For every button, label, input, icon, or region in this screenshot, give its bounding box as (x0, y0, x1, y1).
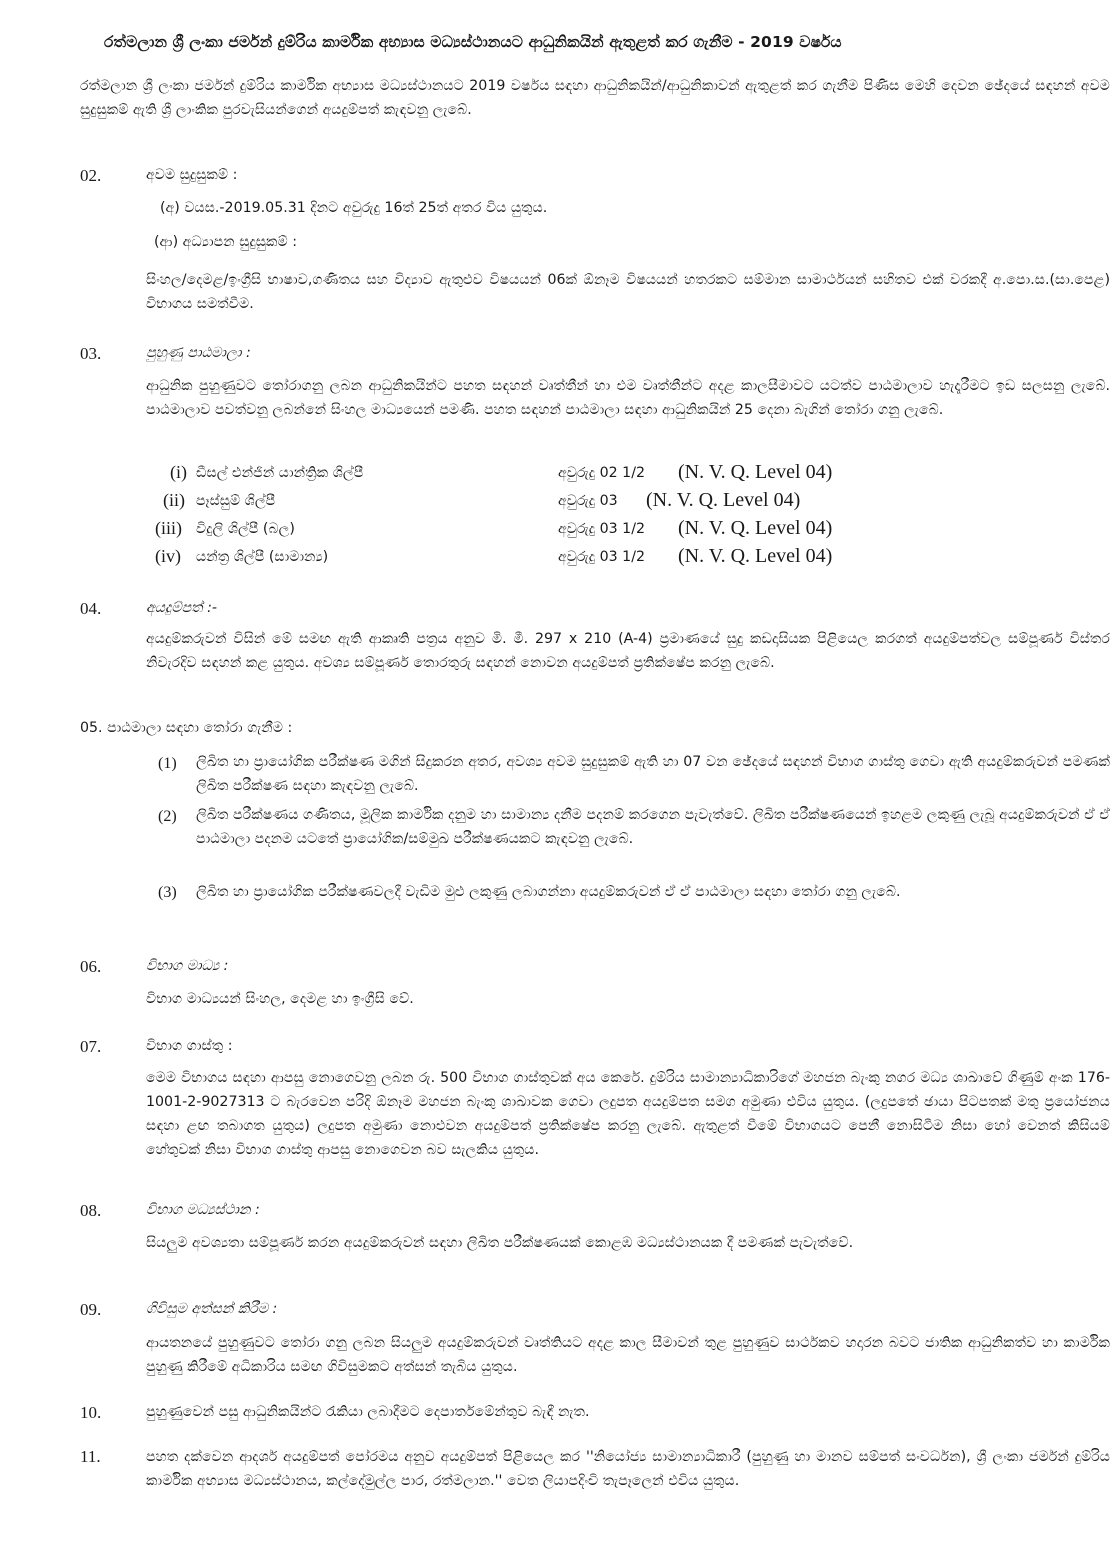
list-item-text: ලිඛිත පරීක්ෂණය ගණිතය, මූලික කාර්මික දනුම හා සාමාන්‍ය දනීම පදනම් කරගෙන පැවැත්වේ. ලිඛිත පරීක්ෂණයෙන් ඉහළම ලකුණු ලැබූ අයදුම්කරුවන් ඒ ඒ පාඨමාලා පදනම යටතේ ප්‍රායෝගික/සම්මුඛ පරීක්ෂණයකට කැඳවනු ලැබේ. (196, 807, 1110, 847)
course-level: (N. V. Q. Level 04) (678, 517, 833, 539)
section-07-number: 07. (80, 1037, 102, 1056)
list-item-number: (1) (158, 755, 177, 772)
list-item-number: (2) (158, 808, 177, 825)
course-level: (N. V. Q. Level 04) (678, 461, 833, 483)
section-02-item-a: (අ) වයස.-2019.05.31 දිනට අවුරුදු 16ත් 25ත් අතර විය යුතුය. (160, 200, 548, 216)
section-03-text: ආධුනික පුහුණුවට තෝරාගනු ලබන ආධුනිකයින්ට පහත සඳහන් වෘත්තීන් හා එම වෘත්තීන්ට අදළ කාලසීමාවට යටත්ව පාඨමාලාව හැදෑරීමට ඉඩ සලසනු ලැබේ. පාඨමාලාව පවත්වනු ලබන්නේ සිංහල මාධ්‍යයෙන් පමණි. පහත සඳහන් පාඨමාලා සඳහා ආධුනිකයින් 25 දෙනා බැගින් තෝරා ගනු ලැබේ. (146, 378, 1110, 418)
section-09-heading: ගිවිසුම අත්සන් කිරීම : (146, 1301, 278, 1317)
section-08-number: 08. (80, 1201, 102, 1220)
section-06-heading: විභාග මාධ්‍ය : (146, 958, 229, 974)
section-02-heading: අවම සුදුසුකම් : (146, 167, 238, 183)
list-item-text: ලිඛිත හා ප්‍රායෝගික පරීක්ෂණවලදී වැඩිම මුළු ලකුණු ලබාගන්නා අයදුම්කරුවන් ඒ ඒ පාඨමාලා සඳහා තෝරා ගනු ලැබේ. (196, 884, 901, 900)
section-10-number: 10. (80, 1403, 102, 1422)
list-item-text: ලිඛිත හා ප්‍රායෝගික පරීක්ෂණ මගින් සිදුකරන අතර, අවශ්‍ය අවම සුදුසුකම් ඇති හා 07 වන ඡේදයේ සඳහන් විභාග ගාස්තු ගෙවා ඇති අයදුම්කරුවන් පමණක් ලිඛිත පරීක්ෂණ සඳහා කැඳවනු ලැබේ. (196, 754, 1110, 794)
section-04-text: අයදුම්කරුවන් විසින් මේ සමඟ ඇති ආකෘති පත්‍රය අනුව මි. මී. 297 x 210 (A-4) ප්‍රමාණයේ සුදු කඩදාසියක පිළියෙල කරගත් අයදුම්පත්වල සම්පූර්ණ විස්තර නිවැරදිව සඳහන් කළ යුතුය. අවශ්‍ය සම්පූර්ණ තොරතුරු සඳහන් නොවන අයදුම්පත් ප්‍රතික්ෂේප කරනු ලැබේ. (146, 631, 1110, 671)
course-name: ඩීසල් එන්ජින් යාන්ත්‍රික ශිල්පී (196, 465, 364, 481)
section-09-text: ආයතනයේ පුහුණුවට තෝරා ගනු ලබන සියලුම අයදුම්කරුවන් වෘත්තියට අදළ කාල සීමාවන් තුළ පුහුණුව සාර්ථකව හදාරන බවට ජාතික ආධුනිකත්ව හා කාර්මික පුහුණු කිරීමේ අධිකාරිය සමඟ ගිවිසුමකට අත්සන් තැබිය යුතුය. (146, 1335, 1110, 1375)
section-04-heading: අයදුම්පත් :- (146, 600, 217, 616)
intro-paragraph: රත්මලාන ශ්‍රී ලංකා ජර්මන් දුම්රිය කාර්මික අභ්‍යාස මධ්‍යස්ථානයට 2019 වර්ෂය සඳහා ආධුනිකයින්/ආධුනිකාවන් ඇතුළත් කර ගැනීම පිණිස මෙහි දෙවන ඡේදයේ සඳහන් අවම සුදුසුකම් ඇති ශ්‍රී ලාංකික පුරවැසියන්ගෙන් අයදුම්පත් කැඳවනු ලැබේ. (80, 78, 1110, 118)
section-09-number: 09. (80, 1300, 102, 1319)
section-10-text: පුහුණුවෙන් පසු ආධුනිකයින්ට රැකියා ලබාදීමට දෙපාර්තමේන්තුව බැඳී නැත. (146, 1404, 590, 1420)
course-duration: අවුරුදු 03 (558, 493, 618, 509)
course-roman: (i) (170, 462, 187, 482)
section-11-text: පහත දක්වෙන ආදර්ශ අයදුම්පත් පෝරමය අනුව අයදුම්පත් පිළියෙල කර ''නියෝජ්‍ය සාමාන්‍යාධිකාරී (පුහුණු හා මානව සම්පත් සංවර්ධන), ශ්‍රී ලංකා ජර්මන් දුම්රිය කාර්මික අභ්‍යාස මධ්‍යස්ථානය, කල්දේමුල්ල පාර, රත්මලාන.'' වෙත ලියාපදිංචි තැපෑලෙන් එවිය යුතුය. (146, 1449, 1110, 1489)
section-04-number: 04. (80, 599, 102, 618)
section-07-heading: විභාග ගාස්තු : (146, 1038, 233, 1054)
course-duration: අවුරුදු 03 1/2 (558, 549, 646, 565)
course-name: යන්ත්‍ර ශිල්පී (සාමාන්‍ය) (196, 549, 329, 565)
section-02-text: සිංහල/දෙමළ/ඉංග්‍රීසි භාෂාව,ගණිතය සහ විද්‍යාව ඇතුළුව විෂයයන් 06ක් ඕනෑම විෂයයන් හතරකට සම්මාන සාමාර්ථයන් සහිතව එක් වරකදී අ.පො.ස.(සා.පෙළ) විභාගය සමත්වීම. (146, 272, 1110, 312)
section-03-heading: පුහුණු පාඨමාලා : (146, 345, 251, 361)
course-name: විදුලි ශිල්පී (බල) (196, 521, 295, 537)
section-06-number: 06. (80, 957, 102, 976)
section-07-text: මෙම විභාගය සඳහා ආපසු නොගෙවනු ලබන රු. 500 විභාග ගාස්තුවක් අය කෙරේ. දුම්රිය සාමාන්‍යාධිකාරිගේ මහජන බැංකු නගර මධ්‍ය ශාඛාවේ ගිණුම් අංක 176-1001-2-9027313 ට බැරවෙන පරිදි ඕනෑම මහජන බැංකු ශාඛාවක ගෙවා ලදුපත අයදුම්පත සමග අමුණා එවිය යුතුය. (ලදුපතේ ඡායා පිටපතක් මතු ප්‍රයෝජනය සඳහා ළඟ තබාගත යුතුය) ලදුපත අමුණා නොඑවන අයදුම්පත් ප්‍රතික්ෂේප කරනු ලැබේ. ඇතුළත් වීමේ විභාගයට පෙනී නොසිටීම නිසා හෝ වෙනත් කිසියම් හේතුවක් නිසා විභාග ගාස්තු ආපසු නොගෙවන බව සැලකිය යුතුය. (146, 1070, 1110, 1158)
section-05-heading: 05. පාඨමාලා සඳහා තෝරා ගැනීම : (80, 720, 293, 736)
course-name: පෑස්සුම් ශිල්පී (196, 493, 276, 509)
course-duration: අවුරුදු 03 1/2 (558, 521, 646, 537)
course-roman: (iv) (155, 546, 181, 566)
section-08-text: සියලුම අවශ්‍යතා සම්පූර්ණ කරන අයදුම්කරුවන් සඳහා ලිඛිත පරීක්ෂණයක් කොළඹ මධ්‍යස්ථානයක දී පමණක් පැවැත්වේ. (146, 1235, 854, 1251)
course-roman: (ii) (163, 490, 185, 510)
section-11-number: 11. (80, 1447, 101, 1466)
page-title: රත්මලාන ශ්‍රී ලංකා ජර්මන් දුම්රිය කාර්මික අභ්‍යාස මධ්‍යස්ථානයට ආධුනිකයින් ඇතුළත් කර ගැනීම - 2019 වර්ෂය (104, 33, 842, 51)
course-duration: අවුරුදු 02 1/2 (558, 465, 646, 481)
section-02-item-b: (ආ) අධ්‍යාපන සුදුසුකම් : (154, 234, 297, 250)
course-level: (N. V. Q. Level 04) (678, 545, 833, 567)
course-level: (N. V. Q. Level 04) (646, 489, 801, 511)
list-item-number: (3) (158, 884, 177, 901)
section-08-heading: විභාග මධ්‍යස්ථාන : (146, 1202, 260, 1218)
section-02-number: 02. (80, 166, 102, 185)
section-03-number: 03. (80, 344, 102, 363)
section-06-text: විභාග මාධ්‍යයන් සිංහල, දෙමළ හා ඉංග්‍රීසි වේ. (146, 991, 414, 1007)
course-roman: (iii) (155, 518, 182, 538)
